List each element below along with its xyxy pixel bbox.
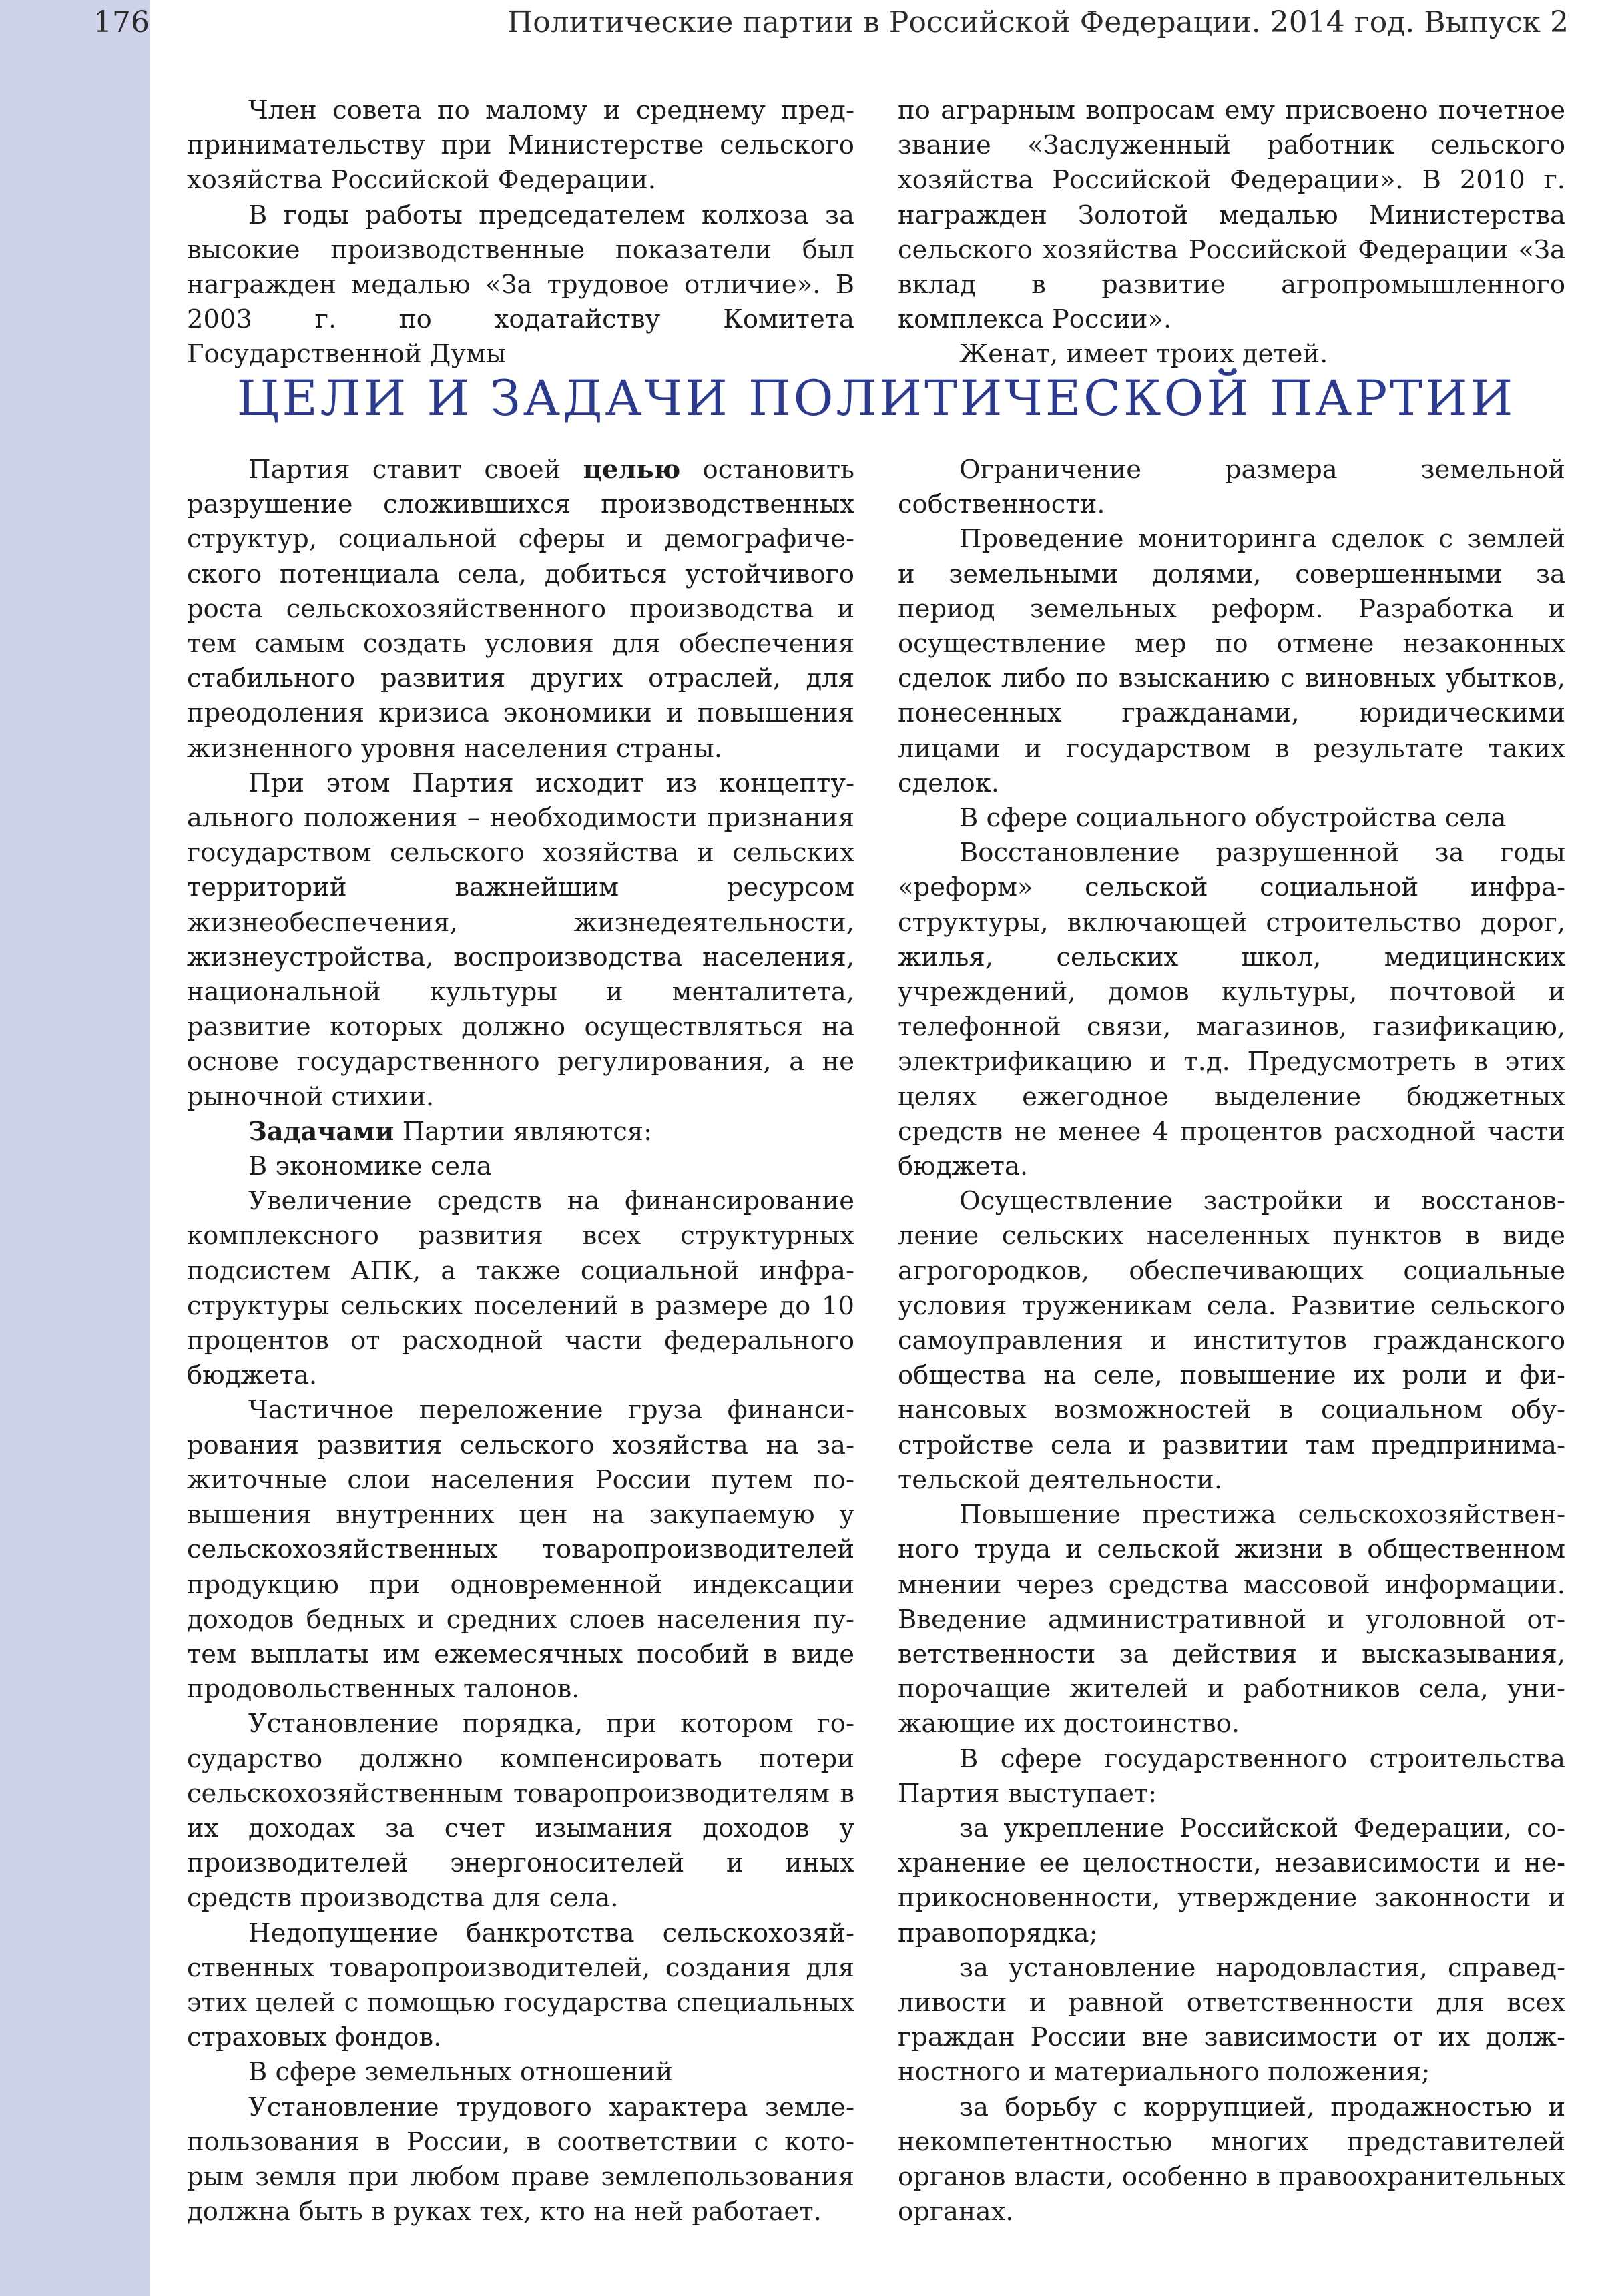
paragraph-text: Партии являются: (394, 1116, 653, 1147)
paragraph: Установление порядка, при котором государство должно компенсировать потери сельскохозяйственным товаропроизводителям в их доходах за счет изымания доходов у производителей энергоносителей и иных средств производства для села. (187, 1709, 854, 1914)
paragraph: В сфере государственного строительства Партия выступает: (898, 1743, 1565, 1809)
paragraph: Осуществление застройки и восстановление сельских населенных пунктов в виде агрогородков, обеспечивающих социальные условия труженикам села. Развитие сельского самоуправления и институтов гражданского общества на селе, повышение их роли и финансовых возможностей в социальном обустройстве села и развитии там предпринимательской деятельности. (898, 1186, 1565, 1495)
subheading: В сфере земельных отношений (248, 2057, 673, 2088)
paragraph: При этом Партия исходит из концептуального положения – необходимости признания государством сельского хозяйства и сельских территорий важнейшим ресурсом жизнеобеспечения, жизнедеятельности, жизнеустройства, воспроизводства населения, национальной культуры и менталитета, развитие которых должно осуществляться на основе государственного регулирования, а не рыночной стихии. (187, 768, 854, 1112)
page-margin-band (0, 0, 150, 2296)
top-right-column (898, 93, 1565, 372)
paragraph: Повышение престижа сельскохозяйственного труда и сельской жизни в общественном мнении через средства массовой информации. Введение административной и уголовной ответственности за действия и высказывания, порочащие жителей и работников села, унижающие их достоинство. (898, 1500, 1565, 1739)
bold-term: Задачами (248, 1116, 394, 1147)
subheading: В экономике села (248, 1151, 492, 1182)
paragraph: Установление трудового характера землепользования в России, в соответствии с которым земля при любом праве землепользования должна быть в руках тех, кто на ней работает. (187, 2092, 854, 2227)
left-column (187, 453, 854, 2229)
top-left-column (187, 93, 854, 372)
running-header: Политические партии в Российской Федерации. 2014 год. Выпуск 2 (507, 5, 1569, 39)
paragraph: В годы работы председателем колхоза за высокие производственные показатели был награжден медалью «За трудовое отличие». В 2003 г. по ходатайству Комитета Государственной Думы (187, 200, 854, 370)
list-paragraph: за установление народовластия, справедливости и равной ответственности для всех граждан России вне зависимости от их должностного и материального положения; (898, 1952, 1565, 2088)
list-paragraph: за борьбу с коррупцией, продажностью и некомпетентностью многих представителей органов власти, особенно в правоохранительных органах. (898, 2092, 1565, 2227)
subheading: В сфере социального обустройства села (959, 803, 1507, 834)
section-title: ЦЕЛИ И ЗАДАЧИ ПОЛИТИЧЕСКОЙ ПАРТИИ (236, 370, 1516, 427)
paragraph: Ограничение размера земельной собственности. (898, 455, 1565, 520)
page-number: 176 (93, 5, 150, 39)
paragraph: Увеличение средств на финансирование комплексного развития всех структурных подсистем АПК, а также социальной инфраструктуры сельских поселений в размере до 10 процентов от расходной части федерального бюджета. (187, 1186, 854, 1391)
right-column (898, 453, 1565, 2229)
paragraph-text: Партия ставит своей (248, 455, 583, 485)
paragraph: Частичное переложение груза финансирования развития сельского хозяйства на зажиточные слои населения России путем повышения внутренних цен на закупаемую у сельскохозяйственных товаропроизводителей продукцию при одновременной индексации доходов бедных и средних слоев населения путем выплаты им ежемесячных пособий в виде продовольственных талонов. (187, 1395, 854, 1705)
paragraph: Проведение мониторинга сделок с землей и земельными долями, совершенными за период земельных реформ. Разработка и осуществление мер по отмене незаконных сделок либо по взысканию с виновных убытков, понесенных гражданами, юридическими лицами и государством в результате таких сделок. (898, 524, 1565, 798)
paragraph: Член совета по малому и среднему предпринимательству при Министерстве сельского хозяйства Российской Федерации. (187, 95, 854, 196)
paragraph-tasks (187, 1115, 854, 1149)
paragraph: Недопущение банкротства сельскохозяйственных товаропроизводителей, создания для этих целей с помощью государства специальных страховых фондов. (187, 1918, 854, 2053)
paragraph: по аграрным вопросам ему присвоено почетное звание «Заслуженный работник сельского хозяйства Российской Федерации». В 2010 г. награжден Золотой медалью Министерства сельского хозяйства Российской Федерации «За вклад в развитие агропромышленного комплекса России». (898, 95, 1565, 335)
paragraph-text: остановить разрушение сложившихся производственных структур, социальной сферы и демографического потенциала села, добиться устойчивого роста сельскохозяйственного производства и тем самым создать условия для обеспечения стабильного развития других отраслей, для преодоления кризиса экономики и повышения жизненного уровня населения страны. (187, 455, 854, 764)
bold-term: целью (583, 455, 681, 485)
paragraph-goal (187, 453, 854, 766)
list-paragraph: за укрепление Российской Федерации, сохранение ее целостности, независимости и неприкосновенности, утверждение законности и правопорядка; (898, 1813, 1565, 1948)
paragraph: Женат, имеет троих детей. (959, 339, 1328, 370)
paragraph: Восстановление разрушенной за годы «реформ» сельской социальной инфраструктуры, включающей строительство дорог, жилья, сельских школ, медицинских учреждений, домов культуры, почтовой и телефонной связи, магазинов, газификацию, электрификацию и т.д. Предусмотреть в этих целях ежегодное выделение бюджетных средств не менее 4 процентов расходной части бюджета. (898, 838, 1565, 1182)
